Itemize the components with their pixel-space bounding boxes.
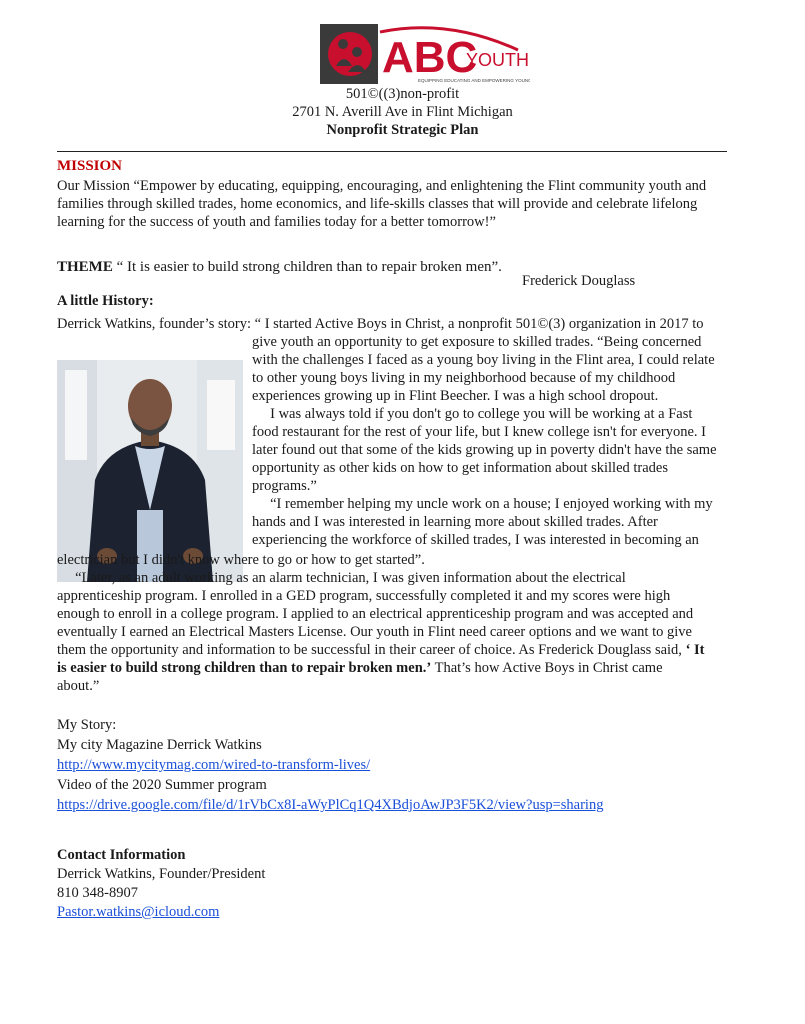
- mission-heading: MISSION: [57, 158, 123, 174]
- logo-sub-text: YOUTH: [466, 50, 529, 70]
- history-line: with the challenges I faced as a young boy living in the Flint area, I could relate: [252, 352, 715, 368]
- history-line: hands and I was interested in learning more about skilled trades. After: [252, 514, 658, 530]
- history-line: food restaurant for the rest of your life, but I knew college isn't for everyone. I: [252, 424, 706, 440]
- history-line: about.”: [57, 678, 100, 694]
- magazine-label: My city Magazine Derrick Watkins: [57, 737, 262, 753]
- video-label: Video of the 2020 Summer program: [57, 777, 267, 793]
- history-heading: A little History:: [57, 293, 154, 309]
- history-line: give youth an opportunity to get exposure to skilled trades. “Being concerned: [252, 334, 702, 350]
- history-line: eventually I earned an Electrical Masters License. Our youth in Flint need career options and we want to give: [57, 624, 692, 640]
- history-line: experiences growing up in Flint Beecher. I was a high school dropout.: [252, 388, 659, 404]
- history-line: [57, 641, 705, 659]
- history-line: opportunity as other kids on how to get information about skilled trades: [252, 460, 669, 476]
- address: 2701 N. Averill Ave in Flint Michigan: [292, 104, 513, 120]
- nonprofit-status: 501©((3)non-profit: [345, 86, 460, 102]
- theme-label: THEME: [57, 259, 113, 275]
- history-line: electrician but I didn't know where to go or how to get started”.: [57, 552, 425, 568]
- divider: [57, 151, 727, 152]
- history-line: later found out that some of the kids growing up in poverty didn't have the same: [252, 442, 717, 458]
- mission-line: families through skilled trades, home economics, and life-skills classes that will provide and celebrate lifelong: [57, 196, 698, 212]
- theme-line: [57, 258, 502, 277]
- logo-main-text: ABC: [382, 33, 478, 82]
- history-text: them the opportunity and information to be successful in their career of choice. As Frederick Douglass said,: [57, 642, 686, 658]
- story-heading: My Story:: [57, 717, 117, 733]
- history-line: I was always told if you don't go to college you will be working at a Fast: [252, 406, 693, 422]
- contact-name: Derrick Watkins, Founder/President: [57, 866, 266, 882]
- mission-line: learning for the success of youth and families today for a better tomorrow!”: [57, 214, 496, 230]
- founder-photo: [57, 360, 243, 582]
- history-line: [57, 659, 663, 677]
- history-line: programs.”: [252, 478, 317, 494]
- video-link[interactable]: https://drive.google.com/file/d/1rVbCx8I-aWyPlCq1Q4XBdjoAwJP3F5K2/view?usp=sharing: [57, 797, 604, 813]
- history-line: Derrick Watkins, founder’s story: “ I started Active Boys in Christ, a nonprofit 501©(3) organization in 2017 to: [57, 316, 704, 332]
- history-line: enough to enroll in a college program. I applied to an electrical apprenticeship program and was accepted and: [57, 606, 694, 622]
- history-quote-bold: is easier to build strong children than to repair broken men.’: [57, 660, 432, 676]
- abc-youth-logo: [318, 22, 530, 88]
- magazine-link[interactable]: http://www.mycitymag.com/wired-to-transform-lives/: [57, 757, 371, 773]
- history-line: “Later, as an adult working as an alarm technician, I was given information about the electrical: [57, 570, 626, 586]
- mission-line: Our Mission “Empower by educating, equipping, encouraging, and enlightening the Flint community youth and: [57, 178, 707, 194]
- quote-attribution: Frederick Douglass: [522, 273, 636, 289]
- history-line: experiencing the workforce of skilled trades, I was interested in becoming an: [252, 532, 699, 548]
- history-line: “I remember helping my uncle work on a house; I enjoyed working with my: [252, 496, 713, 512]
- contact-phone: 810 348-8907: [57, 885, 138, 901]
- history-quote-bold: ‘ It: [685, 642, 705, 658]
- theme-quote: “ It is easier to build strong children than to repair broken men”.: [112, 259, 502, 275]
- history-line: to other young boys living in my neighborhood because of my childhood: [252, 370, 676, 386]
- logo-tagline: EQUIPPING EDUCATING AND EMPOWERING YOUNG: [418, 78, 530, 83]
- contact-heading: Contact Information: [57, 847, 186, 863]
- contact-email-link[interactable]: Pastor.watkins@icloud.com: [57, 904, 220, 920]
- history-text: That’s how Active Boys in Christ came: [431, 660, 663, 676]
- history-line: apprenticeship program. I enrolled in a GED program, successfully completed it and my scores were high: [57, 588, 671, 604]
- plan-title: Nonprofit Strategic Plan: [326, 122, 479, 138]
